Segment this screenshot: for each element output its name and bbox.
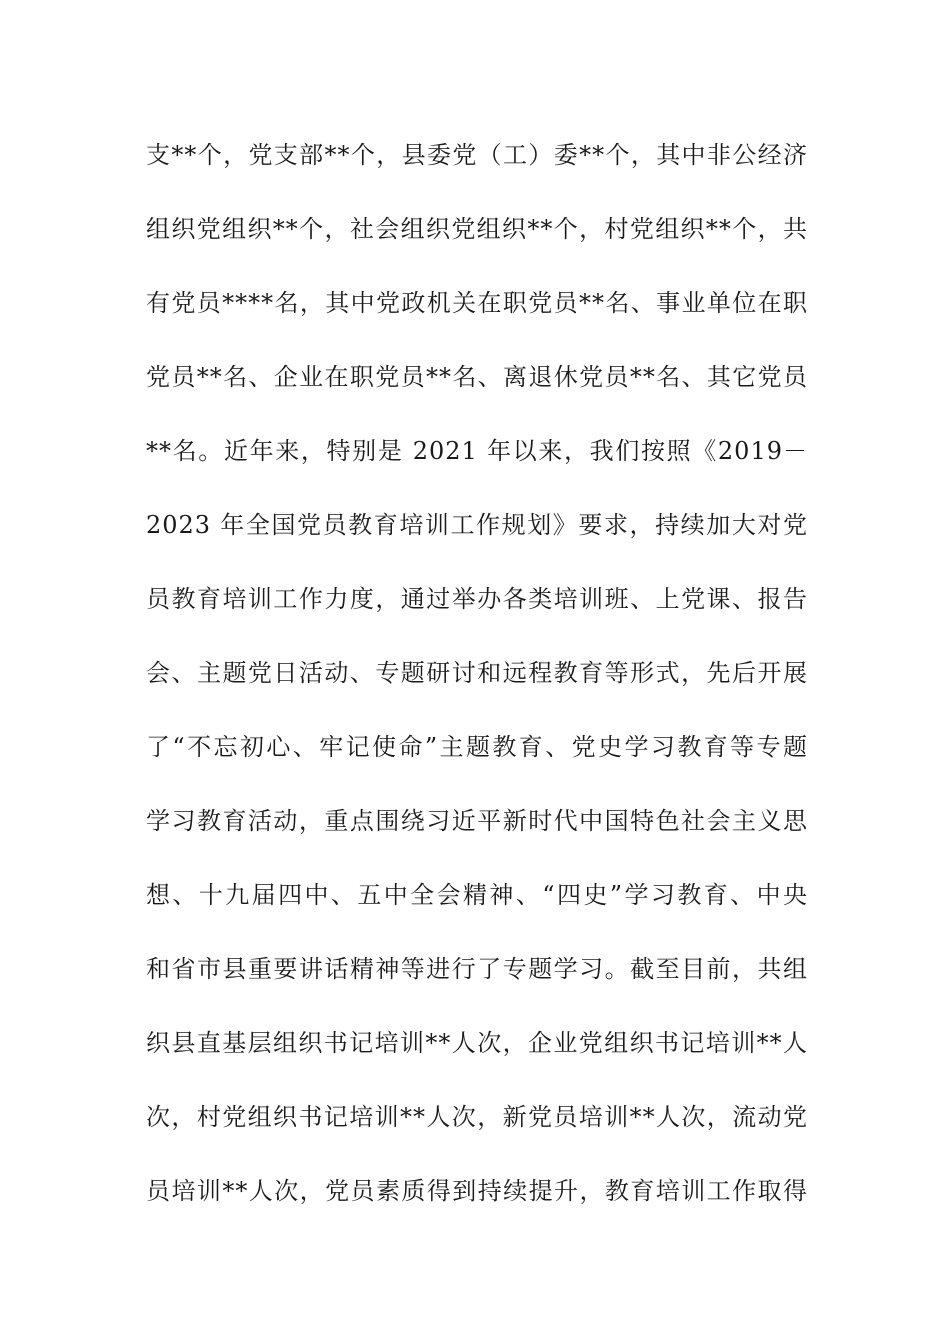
text-line: 2023 年全国党员教育培训工作规划》要求，持续加大对党 [146, 511, 808, 539]
text-line: 想、十九届四中、五中全会精神、“四史”学习教育、中央 [146, 881, 808, 909]
text-line: 员培训**人次，党员素质得到持续提升，教育培训工作取得 [146, 1177, 808, 1205]
text-line: 和省市县重要讲话精神等进行了专题学习。截至目前，共组 [146, 955, 808, 983]
text-line: 组织党组织**个，社会组织党组织**个，村党组织**个，共 [146, 215, 808, 243]
text-line: 织县直基层组织书记培训**人次，企业党组织书记培训**人 [146, 1029, 808, 1057]
body-paragraph [146, 134, 808, 1244]
text-line: 支**个，党支部**个，县委党（工）委**个，其中非公经济 [146, 141, 808, 169]
text-line: 了“不忘初心、牢记使命”主题教育、党史学习教育等专题 [146, 733, 808, 761]
text-line: 学习教育活动，重点围绕习近平新时代中国特色社会主义思 [146, 807, 808, 835]
text-line: 有党员****名，其中党政机关在职党员**名、事业单位在职 [146, 289, 808, 317]
text-line: **名。近年来，特别是 2021 年以来，我们按照《2019－ [146, 437, 808, 465]
text-line: 会、主题党日活动、专题研讨和远程教育等形式，先后开展 [146, 659, 808, 687]
text-line: 员教育培训工作力度，通过举办各类培训班、上党课、报告 [146, 585, 808, 613]
text-line: 党员**名、企业在职党员**名、离退休党员**名、其它党员 [146, 363, 808, 391]
text-line: 次，村党组织书记培训**人次，新党员培训**人次，流动党 [146, 1103, 808, 1131]
